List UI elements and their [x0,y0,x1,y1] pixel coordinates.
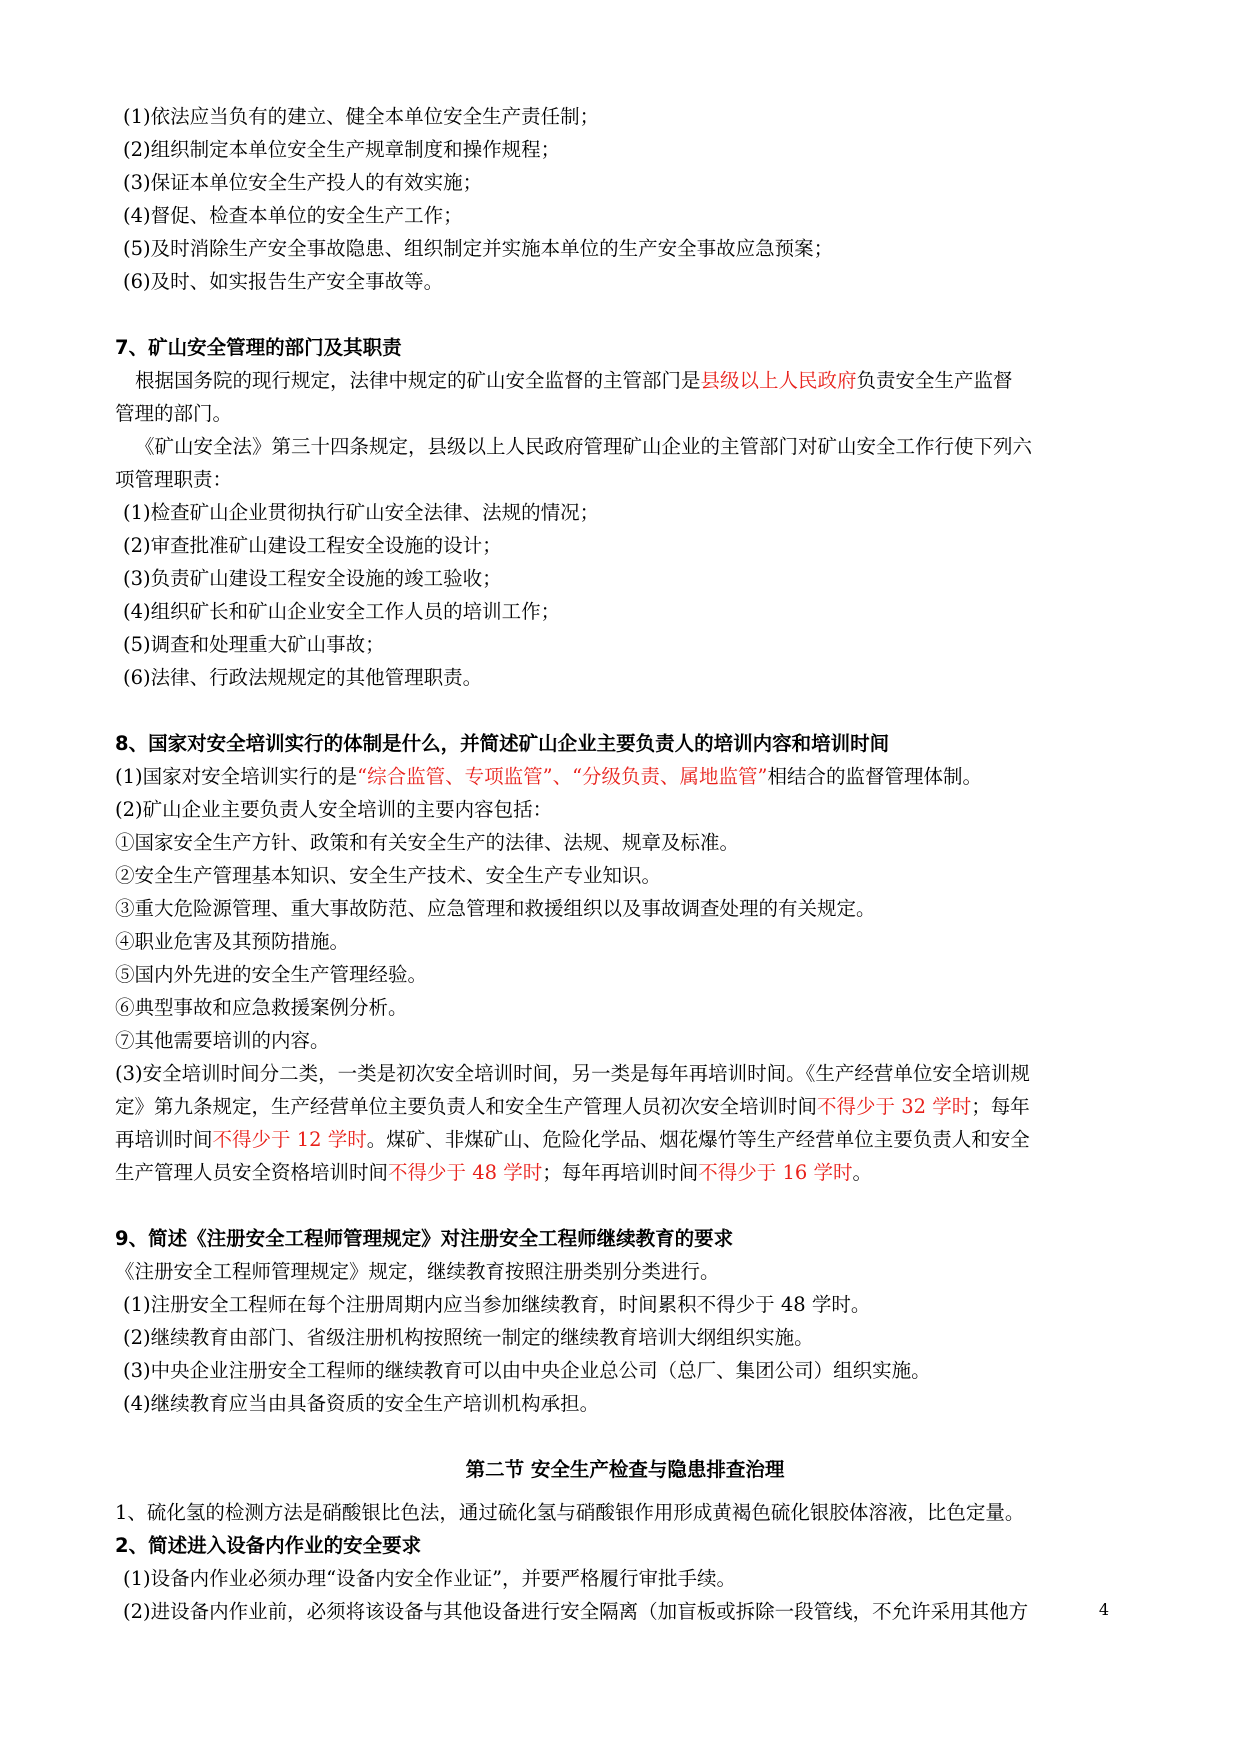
list-item: (2)组织制定本单位安全生产规章制度和操作规程； [123,138,561,161]
section-7-list [115,496,1135,694]
list-item: (4)督促、检查本单位的安全生产工作； [123,204,463,227]
list-item: (1)设备内作业必须办理“设备内安全作业证”，并要严格履行审批手续。 [123,1567,737,1590]
section-7-heading: 7、矿山安全管理的部门及其职责 [115,336,402,359]
section-8-line-1 [115,760,1135,793]
list-item: (5)及时消除生产安全事故隐患、组织制定并实施本单位的生产安全事故应急预案； [123,237,834,260]
text-run: 再培训时间 [115,1128,213,1151]
section-9-list [115,1288,1135,1420]
section-8-paragraph-3-line-1: (3)安全培训时间分二类，一类是初次安全培训时间，另一类是每年再培训时间。《生产经营单位安全培训规 [115,1062,1030,1085]
list-item: ④职业危害及其预防措施。 [115,930,350,953]
responsibility-list [115,100,1135,298]
list-item: (2)继续教育由部门、省级注册机构按照统一制定的继续教育培训大纲组织实施。 [123,1326,814,1349]
list-item: ⑤国内外先进的安全生产管理经验。 [115,963,428,986]
spacer [115,1486,1135,1496]
list-item: (1)注册安全工程师在每个注册周期内应当参加继续教育，时间累积不得少于 48 学时。 [123,1293,871,1316]
list-item: (3)保证本单位安全生产投人的有效实施； [123,171,483,194]
spacer [115,1189,1135,1222]
text-run: 定》第九条规定，生产经营单位主要负责人和安全生产管理人员初次安全培训时间 [115,1095,818,1118]
list-item: (3)中央企业注册安全工程师的继续教育可以由中央企业总公司（总厂、集团公司）组织实施。 [123,1359,931,1382]
list-item: (2)进设备内作业前，必须将该设备与其他设备进行安全隔离（加盲板或拆除一段管线，不允许采用其他方 [123,1600,1029,1623]
section-9-intro: 《注册安全工程师管理规定》规定，继续教育按照注册类别分类进行。 [115,1260,720,1283]
section-8-paragraph-3-line-3 [115,1123,1135,1156]
section-7-paragraph-1 [115,364,1135,397]
spacer [115,694,1135,727]
highlight-text: “综合监管、专项监管”、“分级负责、属地监管” [357,765,768,788]
section-2-title: 第二节 安全生产检查与隐患排查治理 [465,1458,785,1481]
list-item: ②安全生产管理基本知识、安全生产技术、安全生产专业知识。 [115,864,662,887]
highlight-text: 不得少于 32 学时 [817,1095,972,1118]
list-item: (5)调查和处理重大矿山事故； [123,633,385,656]
text-run: ；每年再培训时间 [542,1161,699,1184]
section-8-paragraph-3-line-4 [115,1156,1135,1189]
list-item: (2)审查批准矿山建设工程安全设施的设计； [123,534,502,557]
section-8-paragraph-3-line-2 [115,1090,1135,1123]
section-8-heading: 8、国家对安全培训实行的体制是什么，并简述矿山企业主要负责人的培训内容和培训时间 [115,732,890,755]
section-8-list [115,826,1135,1057]
list-item: ⑥典型事故和应急救援案例分析。 [115,996,408,1019]
highlight-text: 县级以上人民政府 [700,369,857,392]
list-item: ⑦其他需要培训的内容。 [115,1029,330,1052]
highlight-text: 不得少于 48 学时 [388,1161,543,1184]
spacer [115,298,1135,331]
section-2-item-1: 1、硫化氢的检测方法是硝酸银比色法，通过硫化氢与硝酸银作用形成黄褐色硫化银胶体溶液，比色定量。 [115,1501,1025,1524]
text-run: 。 [852,1161,872,1184]
highlight-text: 不得少于 16 学时 [698,1161,853,1184]
list-item: (4)继续教育应当由具备资质的安全生产培训机构承担。 [123,1392,600,1415]
list-item: (6)及时、如实报告生产安全事故等。 [123,270,444,293]
section-7-paragraph-2-cont: 项管理职责： [115,468,233,491]
list-item: (3)负责矿山建设工程安全设施的竣工验收； [123,567,502,590]
list-item: ①国家安全生产方针、政策和有关安全生产的法律、法规、规章及标准。 [115,831,740,854]
text-run: 负责安全生产监督 [856,369,1013,392]
text-run: 相结合的监督管理体制。 [767,765,983,788]
text-run: (1)国家对安全培训实行的是 [115,765,358,788]
section-7-paragraph-1-cont: 管理的部门。 [115,402,233,425]
text-run: ；每年 [971,1095,1030,1118]
section-7-paragraph-2: 《矿山安全法》第三十四条规定，县级以上人民政府管理矿山企业的主管部门对矿山安全工作行使下列六 [135,435,1033,458]
section-8-line-2: (2)矿山企业主要负责人安全培训的主要内容包括： [115,798,553,821]
list-item: (1)检查矿山企业贯彻执行矿山安全法律、法规的情况； [123,501,600,524]
section-2-item-2-heading: 2、简述进入设备内作业的安全要求 [115,1534,422,1557]
section-9-heading: 9、简述《注册安全工程师管理规定》对注册安全工程师继续教育的要求 [115,1227,734,1250]
text-run: 根据国务院的现行规定，法律中规定的矿山安全监督的主管部门是 [135,369,701,392]
text-run: 。煤矿、非煤矿山、危险化学品、烟花爆竹等生产经营单位主要负责人和安全 [366,1128,1030,1151]
list-item: (6)法律、行政法规规定的其他管理职责。 [123,666,483,689]
highlight-text: 不得少于 12 学时 [212,1128,367,1151]
text-run: 生产管理人员安全资格培训时间 [115,1161,389,1184]
list-item: (4)组织矿长和矿山企业安全工作人员的培训工作； [123,600,561,623]
list-item: ③重大危险源管理、重大事故防范、应急管理和救援组织以及事故调查处理的有关规定。 [115,897,876,920]
page-number: 4 [1098,1600,1109,1619]
spacer [115,1420,1135,1453]
page-body [115,100,1135,1628]
list-item: (1)依法应当负有的建立、健全本单位安全生产责任制； [123,105,600,128]
